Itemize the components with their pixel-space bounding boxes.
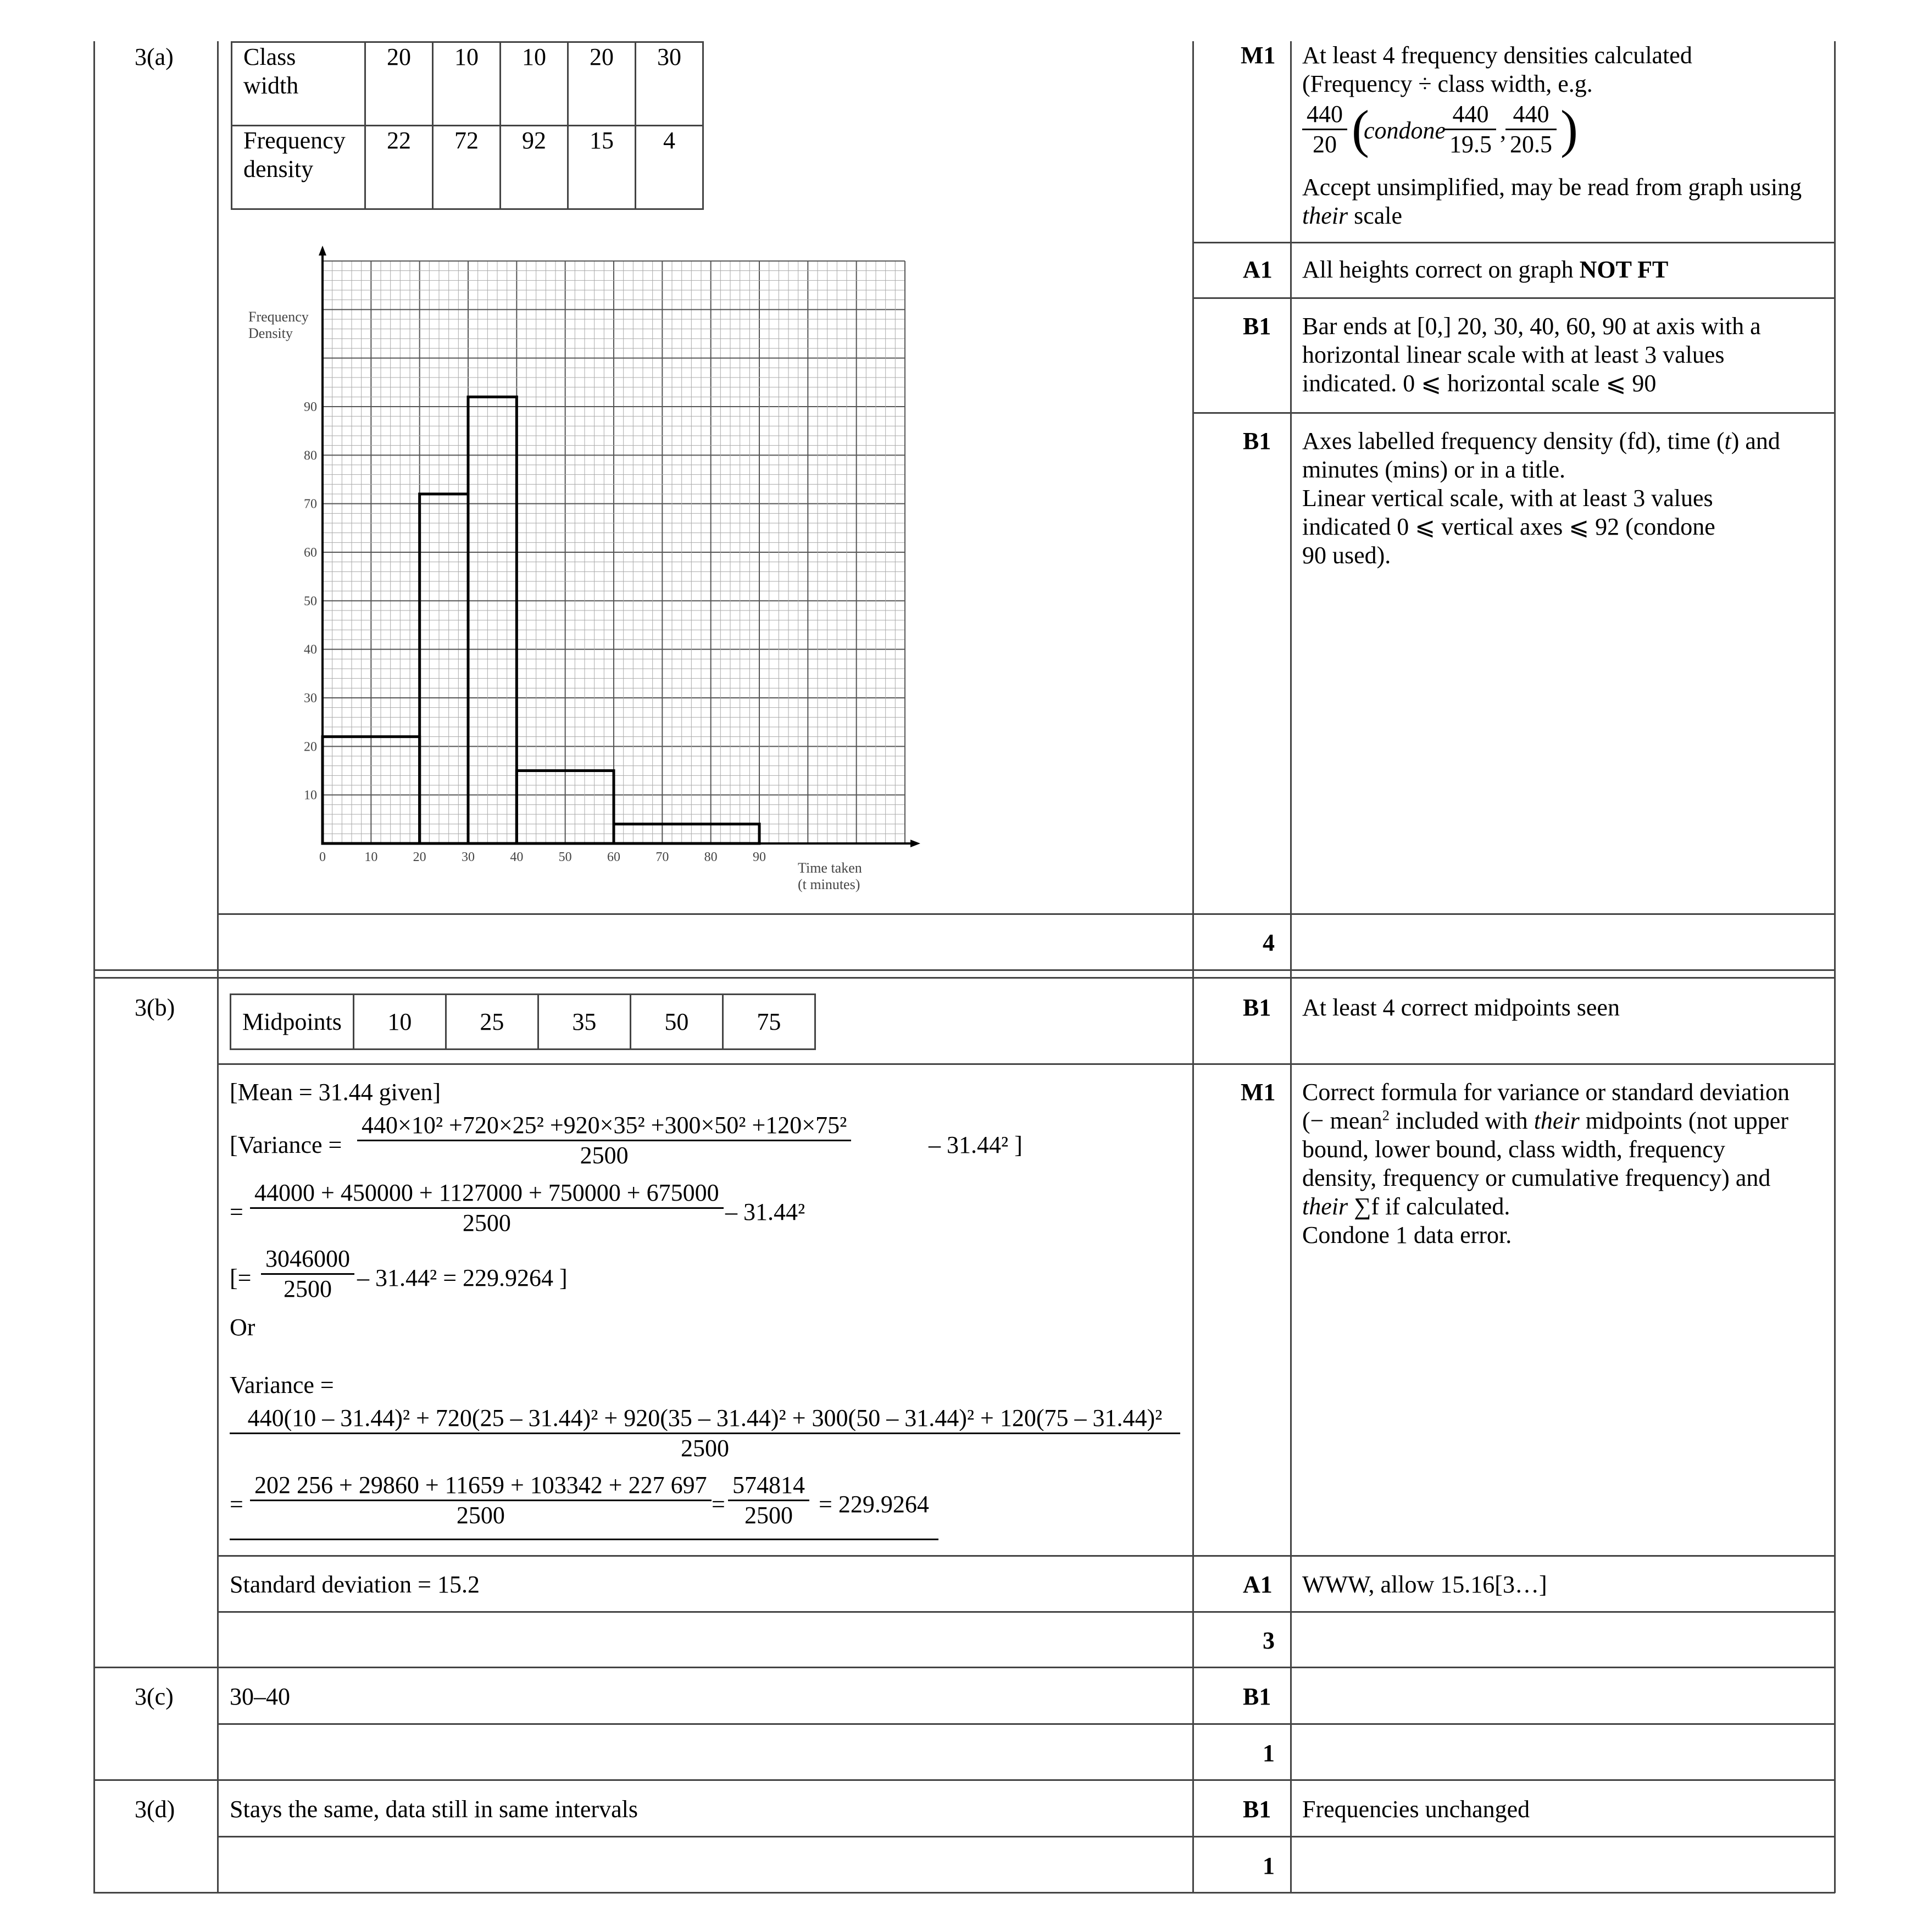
- fraction: $\frac{44000 + 450000 + 1127000 + 750000 + 675000}{2500}$: [250, 1179, 724, 1237]
- histogram-chart: [236, 242, 929, 901]
- guidance-text: (− mean$^2$ included with their midpoints (not upper: [1302, 1107, 1788, 1134]
- y-tick-label: 10: [304, 788, 317, 803]
- fraction: $\frac{440}{20.5}$: [1505, 100, 1557, 159]
- x-axis-label-line2: (t minutes): [798, 876, 860, 892]
- x-tick-label: 80: [704, 850, 718, 864]
- guidance-text: (Frequency ÷ class width, e.g.: [1302, 70, 1593, 97]
- table-cell: 75: [723, 995, 815, 1050]
- working-text: [Variance =: [230, 1131, 342, 1158]
- x-tick-label: 50: [558, 850, 572, 864]
- fraction: $\frac{202 256 + 29860 + 11659 + 103342 + 227 697}{2500}$: [250, 1471, 712, 1530]
- working-text: – 31.44² ]: [929, 1131, 1023, 1158]
- table-cell: 50: [630, 995, 723, 1050]
- bracket: (: [1352, 99, 1369, 158]
- y-axis-label-line1: Frequency: [248, 309, 309, 325]
- x-tick-label: 30: [462, 850, 475, 864]
- mark-b1: B1: [1243, 1683, 1271, 1710]
- y-tick-label: 20: [304, 740, 317, 754]
- y-tick-label: 60: [304, 546, 317, 560]
- guidance-text: their ∑f if calculated.: [1302, 1193, 1510, 1220]
- guidance-text: density, frequency or cumulative frequency) and: [1302, 1164, 1771, 1191]
- class-width-table: [231, 41, 704, 210]
- chart-grid: [323, 261, 905, 843]
- guidance-text: WWW, allow 15.16[3…]: [1302, 1571, 1547, 1598]
- total-marks: 3: [1263, 1627, 1275, 1654]
- guidance-text: Condone 1 data error.: [1302, 1222, 1512, 1248]
- mark-b1: B1: [1243, 313, 1271, 340]
- mark-b1: B1: [1243, 428, 1271, 454]
- table-cell: 15: [568, 126, 636, 209]
- working-text: =: [712, 1491, 725, 1518]
- guidance-text: minutes (mins) or in a title.: [1302, 456, 1566, 483]
- guidance-text: Correct formula for variance or standard deviation: [1302, 1079, 1790, 1106]
- chart-axes: [319, 246, 920, 847]
- x-tick-label: 60: [607, 850, 620, 864]
- guidance-text: At least 4 correct midpoints seen: [1302, 994, 1620, 1021]
- y-tick-label: 50: [304, 594, 317, 609]
- x-tick-label: 70: [655, 850, 669, 864]
- guidance-text: their scale: [1302, 202, 1403, 229]
- x-tick-label: 20: [413, 850, 426, 864]
- question-label-3c: 3(c): [135, 1683, 174, 1710]
- mark-b1: B1: [1243, 1796, 1271, 1823]
- answer-text: Standard deviation = 15.2: [230, 1571, 480, 1598]
- table-cell: 30: [636, 42, 703, 126]
- guidance-text: horizontal linear scale with at least 3 values: [1302, 341, 1725, 368]
- table-cell: 10: [433, 42, 501, 126]
- table-cell: 35: [538, 995, 630, 1050]
- y-tick-label: 30: [304, 691, 317, 706]
- guidance-text: Linear vertical scale, with at least 3 values: [1302, 485, 1713, 512]
- mark-a1: A1: [1243, 256, 1273, 283]
- table-cell: 72: [433, 126, 501, 209]
- fraction: $\frac{440}{20}$: [1302, 100, 1347, 159]
- midpoints-label: Midpoints: [231, 995, 354, 1050]
- answer-text: 30–40: [230, 1683, 290, 1710]
- working-text: Variance =: [230, 1372, 334, 1398]
- working-text: – 31.44²: [725, 1198, 805, 1225]
- guidance-text: Axes labelled frequency density (fd), time (t) and: [1302, 428, 1780, 454]
- table-cell: 22: [365, 126, 433, 209]
- table-cell: 20: [365, 42, 433, 126]
- fraction: $\frac{440}{19.5}$: [1445, 100, 1496, 159]
- comma: ,: [1500, 117, 1506, 144]
- working-text: = 229.9264: [819, 1491, 929, 1518]
- underline: [230, 1539, 938, 1540]
- y-axis-label-line2: Density: [248, 325, 293, 341]
- fraction: $\frac{\text{440×10² +720×25² +920×35² +300×50² +120×75²}}{2500}$: [357, 1111, 851, 1170]
- y-tick-label: 90: [304, 400, 317, 414]
- y-tick-label: 70: [304, 497, 317, 512]
- bracket: ): [1560, 99, 1578, 158]
- mark-b1: B1: [1243, 994, 1271, 1021]
- total-marks: 1: [1263, 1852, 1275, 1879]
- fraction: 440(10 – 31.44)² + 720(25 – 31.44)² + 920(35 – 31.44)² + 300(50 – 31.44)² + 120(75 – 31.44)² 2500: [230, 1404, 1180, 1463]
- answer-text: Stays the same, data still in same intervals: [230, 1796, 638, 1823]
- class-width-label: Class width: [232, 42, 365, 126]
- x-axis-arrow: [910, 840, 920, 847]
- total-marks: 4: [1263, 929, 1275, 956]
- table-cell: 25: [446, 995, 538, 1050]
- y-axis-arrow: [319, 246, 326, 256]
- guidance-text: Bar ends at [0,] 20, 30, 40, 60, 90 at axis with a: [1302, 313, 1761, 340]
- table-cell: 20: [568, 42, 636, 126]
- total-marks: 1: [1263, 1740, 1275, 1767]
- working-text: =: [230, 1198, 243, 1225]
- x-tick-label: 40: [510, 850, 524, 864]
- working-text: [Mean = 31.44 given]: [230, 1079, 441, 1106]
- y-tick-label: 80: [304, 448, 317, 463]
- mark-m1: M1: [1241, 42, 1276, 69]
- x-tick-label: 90: [753, 850, 766, 864]
- x-axis-label-line1: Time taken: [798, 860, 862, 876]
- guidance-text: indicated 0 ⩽ vertical axes ⩽ 92 (condone: [1302, 513, 1715, 540]
- guidance-text: 90 used).: [1302, 542, 1391, 569]
- table-cell: 10: [353, 995, 446, 1050]
- fraction: $\frac{3046000}{2500}$: [261, 1245, 354, 1303]
- working-text: =: [230, 1491, 243, 1518]
- frequency-density-label: Frequency density: [232, 126, 365, 209]
- table-cell: 10: [501, 42, 568, 126]
- y-tick-label: 40: [304, 642, 317, 657]
- mark-a1: A1: [1243, 1571, 1273, 1598]
- guidance-text: Frequencies unchanged: [1302, 1796, 1530, 1823]
- x-tick-label: 10: [364, 850, 378, 864]
- x-tick-label: 0: [319, 850, 326, 864]
- working-text: – 31.44² = 229.9264 ]: [357, 1264, 568, 1291]
- guidance-text: Accept unsimplified, may be read from graph using: [1302, 174, 1802, 201]
- question-label-3b: 3(b): [135, 994, 175, 1021]
- question-label-3a: 3(a): [135, 43, 174, 70]
- guidance-text: condone: [1364, 117, 1446, 144]
- midpoints-table: [230, 993, 816, 1050]
- question-label-3d: 3(d): [135, 1796, 175, 1823]
- working-text: Or: [230, 1314, 255, 1341]
- working-text: [=: [230, 1264, 252, 1291]
- guidance-text: indicated. 0 ⩽ horizontal scale ⩽ 90: [1302, 370, 1657, 397]
- guidance-text: At least 4 frequency densities calculated: [1302, 42, 1692, 69]
- table-cell: 4: [636, 126, 703, 209]
- mark-m1: M1: [1241, 1079, 1276, 1106]
- guidance-text: bound, lower bound, class width, frequency: [1302, 1136, 1725, 1163]
- fraction: $\frac{574814}{2500}$: [728, 1471, 809, 1530]
- table-cell: 92: [501, 126, 568, 209]
- guidance-text: All heights correct on graph NOT FT: [1302, 256, 1669, 283]
